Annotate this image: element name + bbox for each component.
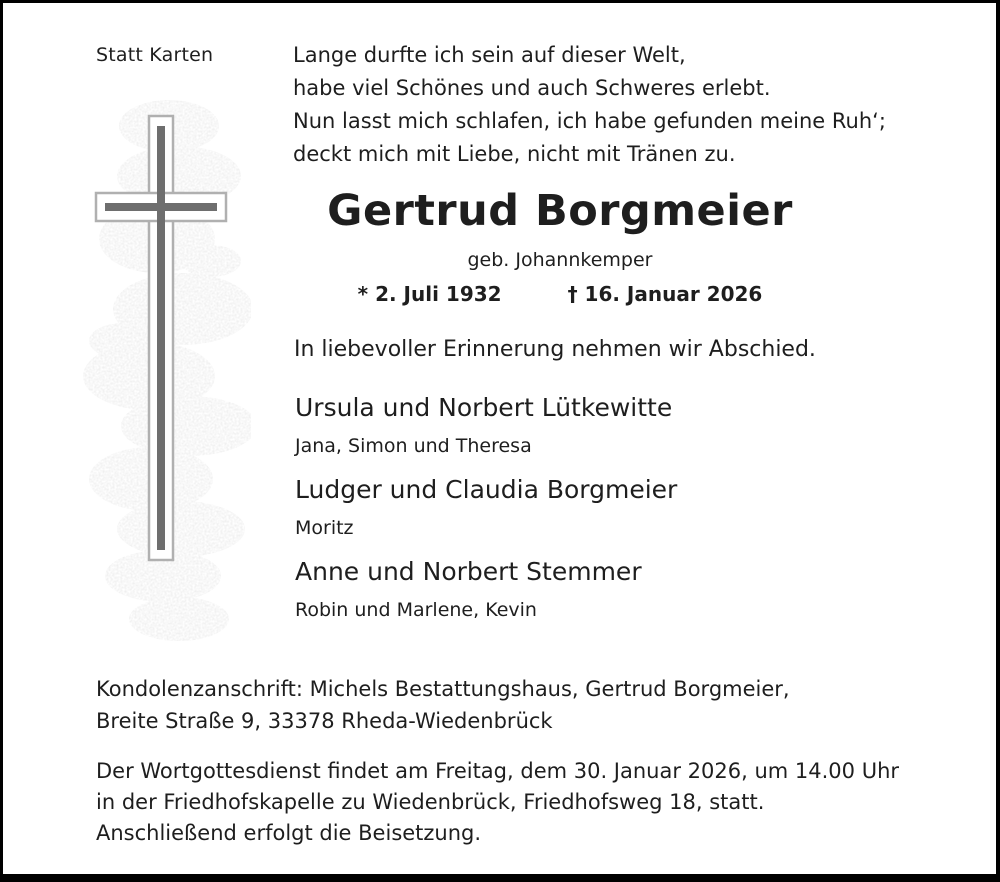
service-info [96, 756, 899, 849]
mourners-list [295, 393, 677, 624]
mourner-children: Robin und Marlene, Kevin [295, 599, 537, 621]
mourner-children: Jana, Simon und Theresa [295, 435, 532, 457]
poem-line: deckt mich mit Liebe, nicht mit Tränen zu. [293, 142, 736, 166]
cross-icon [51, 71, 251, 663]
mourner-children: Moritz [295, 517, 354, 539]
condolence-line: Breite Straße 9, 33378 Rheda-Wiedenbrück [96, 709, 553, 733]
maiden-name: geb. Johannkemper [467, 249, 653, 271]
mourner-entry [295, 557, 677, 624]
mourner-entry [295, 475, 677, 542]
life-dates [295, 282, 825, 306]
mourner-entry [295, 393, 677, 460]
statt-karten-note: Statt Karten [96, 44, 214, 66]
condolence-address [96, 673, 790, 737]
poem-line: Nun lasst mich schlafen, ich habe gefunden meine Ruh‘; [293, 109, 886, 133]
memorial-poem [293, 39, 886, 171]
mourner-name: Ludger und Claudia Borgmeier [295, 475, 678, 504]
deceased-name: Gertrud Borgmeier [327, 186, 793, 236]
death-date: † 16. Januar 2026 [567, 282, 763, 306]
service-line: Der Wortgottesdienst findet am Freitag, dem 30. Januar 2026, um 14.00 Uhr [96, 759, 900, 783]
poem-line: habe viel Schönes und auch Schweres erlebt. [293, 76, 771, 100]
poem-line: Lange durfte ich sein auf dieser Welt, [293, 43, 686, 67]
cross-graphic [51, 71, 251, 663]
mourner-name: Ursula und Norbert Lütkewitte [295, 393, 673, 422]
service-line: Anschließend erfolgt die Beisetzung. [96, 821, 482, 845]
deceased-block [295, 187, 825, 306]
farewell-line: In liebevoller Erinnerung nehmen wir Abschied. [294, 337, 816, 362]
birth-date: * 2. Juli 1932 [357, 282, 502, 306]
service-line: in der Friedhofskapelle zu Wiedenbrück, Friedhofsweg 18, statt. [96, 790, 765, 814]
mourner-name: Anne und Norbert Stemmer [295, 557, 642, 586]
condolence-line: Kondolenzanschrift: Michels Bestattungshaus, Gertrud Borgmeier, [96, 677, 790, 701]
